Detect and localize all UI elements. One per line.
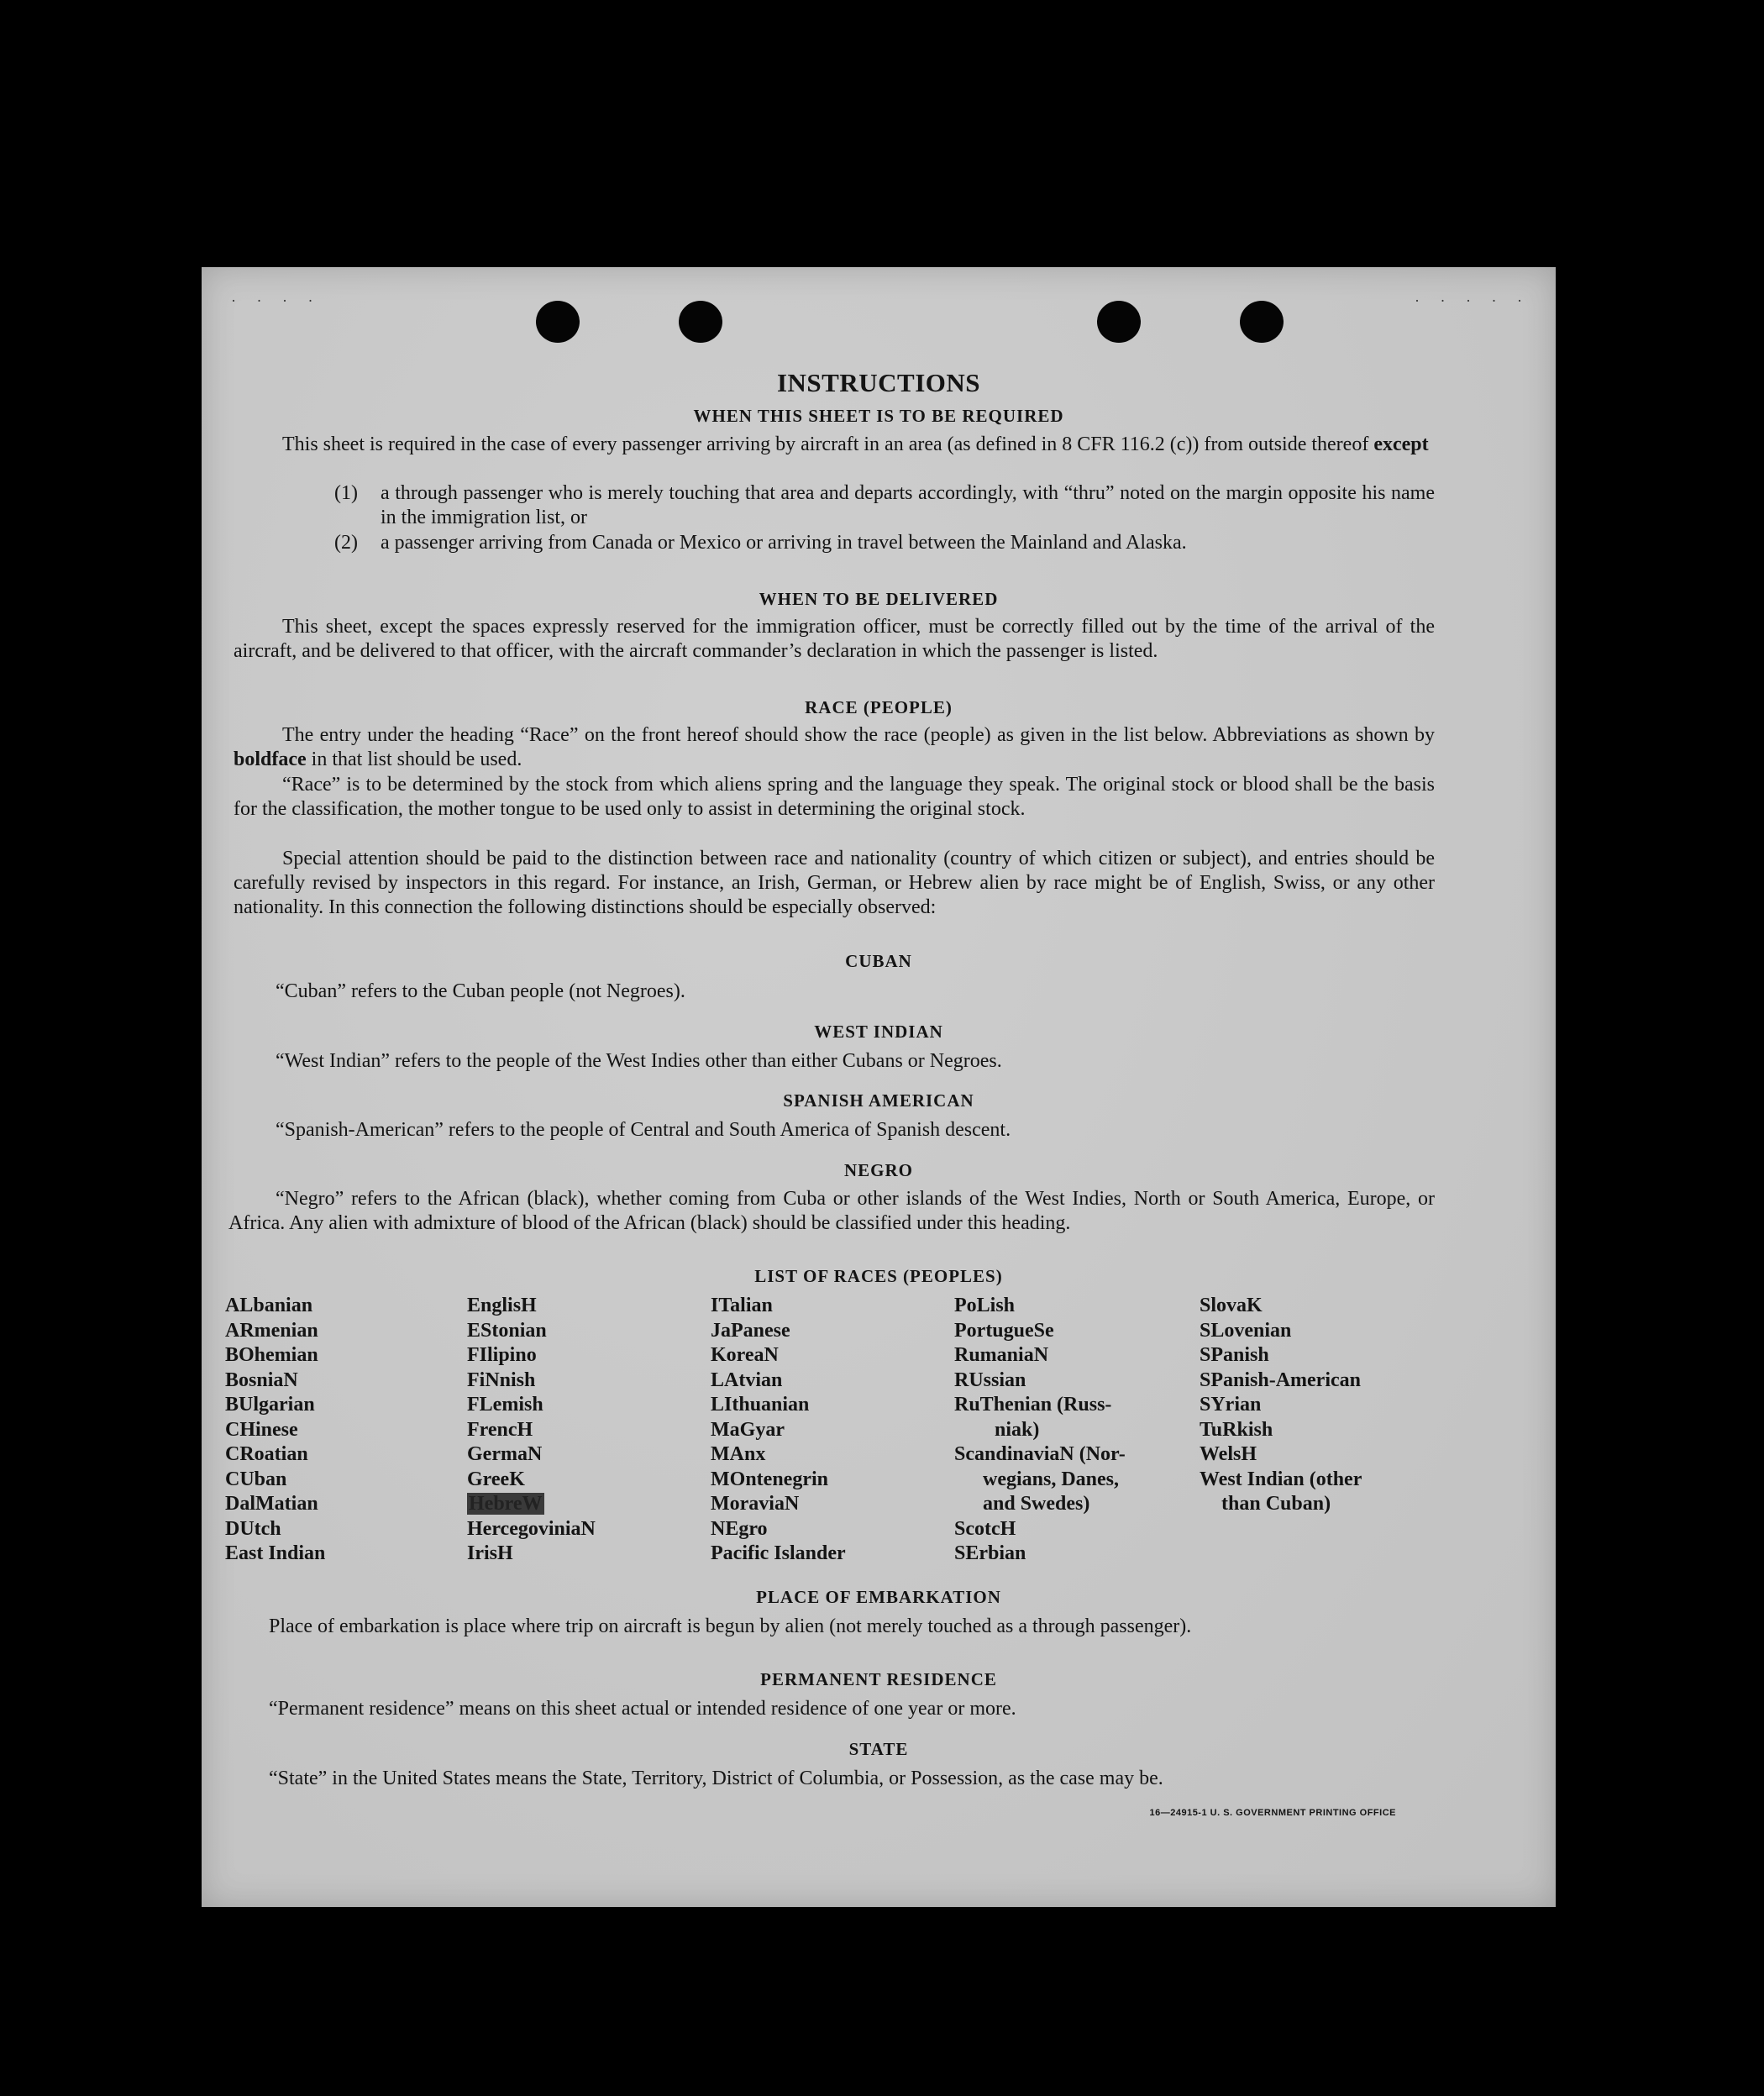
heading-west-indian: WEST INDIAN (814, 1022, 943, 1042)
item2-text: a passenger arriving from Canada or Mexico or arriving in travel between the Mainland and Alaska. (381, 532, 1187, 554)
race-item: FLemish (467, 1394, 543, 1416)
race-item: MoraviaN (711, 1493, 800, 1515)
race-item: SYrian (1200, 1394, 1262, 1416)
race-item: LIthuanian (711, 1394, 810, 1416)
race-item: ARmenian (225, 1319, 318, 1342)
races-column-5 (1200, 1294, 1362, 1517)
race-item: SErbian (954, 1542, 1026, 1564)
race-item: GermaN (467, 1443, 543, 1465)
races-column-4 (954, 1294, 1126, 1567)
race-item-hebrew-text: HebreW (469, 1493, 543, 1515)
heading-spanish-american: SPANISH AMERICAN (783, 1090, 974, 1111)
heading-permanent-residence: PERMANENT RESIDENCE (760, 1669, 997, 1689)
para-permanent-residence: “Permanent residence” means on this sheet actual or intended residence of one year or more. (269, 1698, 1016, 1720)
race-item: MOntenegrin (711, 1468, 828, 1490)
race-item: IrisH (467, 1542, 513, 1564)
race-item: SlovaK (1200, 1295, 1263, 1316)
race-item: ScandinaviaN (Nor- (954, 1443, 1126, 1465)
race-item: BosniaN (225, 1368, 298, 1391)
race-item: BUlgarian (225, 1394, 315, 1416)
race-item: RumaniaN (954, 1344, 1049, 1366)
race-item: DalMatian (225, 1493, 318, 1515)
race-item: and Swedes) (983, 1493, 1090, 1515)
heading-cuban: CUBAN (845, 951, 912, 971)
heading-state: STATE (848, 1739, 909, 1759)
race-item: CRoatian (225, 1443, 308, 1465)
heading-negro: NEGRO (843, 1160, 913, 1180)
race-item: PortugueSe (954, 1319, 1054, 1342)
para-when-required: This sheet is required in the case of every passenger arriving by aircraft in an area (as defined in 8 CFR 116.2 (c)) from outside thereof except (282, 433, 1429, 455)
race-item: FrencH (467, 1418, 533, 1441)
race-item: GreeK (467, 1468, 525, 1490)
race-item: ScotcH (954, 1517, 1016, 1540)
heading-when-delivered: WHEN TO BE DELIVERED (759, 589, 999, 609)
race-item: MAnx (711, 1443, 766, 1465)
race-item: West Indian (other (1200, 1468, 1362, 1490)
races-column-3 (711, 1294, 846, 1567)
race-item: East Indian (225, 1542, 326, 1564)
paper-specks-right: · · · · · (1415, 292, 1530, 309)
heading-list-of-races: LIST OF RACES (PEOPLES) (754, 1266, 1003, 1286)
race-item: FiNnish (467, 1368, 536, 1391)
race-item: wegians, Danes, (983, 1468, 1120, 1490)
race-item: EStonian (467, 1319, 547, 1342)
race-item: CHinese (225, 1418, 298, 1441)
heading-embarkation: PLACE OF EMBARKATION (756, 1587, 1001, 1607)
punch-hole-3 (1097, 301, 1141, 343)
race-item: Pacific Islander (711, 1542, 846, 1564)
race-item: MaGyar (711, 1418, 785, 1441)
race-item: SLovenian (1200, 1319, 1292, 1342)
races-column-2 (467, 1294, 596, 1567)
race-item: CUban (225, 1468, 287, 1490)
item1-text: a through passenger who is merely touching that area and departs accordingly, with “thru” noted on the margin opposite his name in the immigration list, or (381, 482, 1435, 528)
race-item: SPanish (1200, 1344, 1269, 1366)
race-item: EnglisH (467, 1295, 537, 1316)
heading-when-required: WHEN THIS SHEET IS TO BE REQUIRED (693, 406, 1064, 426)
item1-number: (1) (334, 482, 358, 504)
item2-number: (2) (334, 532, 358, 554)
race-item: JaPanese (711, 1319, 790, 1342)
race-item: PoLish (954, 1295, 1016, 1316)
race-item: NEgro (711, 1517, 768, 1540)
heading-race: RACE (PEOPLE) (805, 697, 953, 717)
race-item: WelsH (1200, 1443, 1257, 1465)
races-column-1 (225, 1294, 325, 1567)
race-item: SPanish-American (1200, 1368, 1361, 1391)
race-item: TuRkish (1200, 1418, 1273, 1441)
document-sheet (202, 267, 1556, 1907)
para-embarkation: Place of embarkation is place where trip on aircraft is begun by alien (not merely touched as a through passenger). (269, 1615, 1192, 1637)
para-state: “State” in the United States means the State, Territory, District of Columbia, or Possession, as the case may be. (269, 1768, 1163, 1789)
race-item: ITalian (711, 1295, 773, 1316)
race-item: FIlipino (467, 1344, 537, 1366)
para-cuban: “Cuban” refers to the Cuban people (not Negroes). (276, 980, 685, 1002)
paper-specks-left: · · · · (231, 292, 322, 309)
para-race-3: Special attention should be paid to the distinction between race and nationality (country of which citizen or subject), and entries should be carefully revised by inspectors in this regard. For instance, an Irish, German, or Hebrew alien by race might be of English, Swiss, or any other nationality. In this connection the following distinctions should be especially observed: (234, 848, 1435, 918)
para-race-2: “Race” is to be determined by the stock from which aliens spring and the language they speak. The original stock or blood shall be the basis for the classification, the mother tongue to be used only to assist in determining the original stock. (234, 774, 1435, 820)
race-item: HercegoviniaN (467, 1517, 596, 1540)
punch-hole-4 (1240, 301, 1284, 343)
race-item: KoreaN (711, 1344, 779, 1366)
race-item: than Cuban) (1221, 1493, 1331, 1515)
race-item: DUtch (225, 1517, 281, 1540)
para-when-delivered: This sheet, except the spaces expressly reserved for the immigration officer, must be correctly filled out by the time of the arrival of the aircraft, and be delivered to that officer, with the aircraft commander’s declaration in which the passenger is listed. (234, 616, 1435, 662)
race-item: niak) (995, 1418, 1040, 1441)
punch-hole-1 (536, 301, 580, 343)
punch-hole-2 (679, 301, 722, 343)
race-item: LAtvian (711, 1368, 783, 1391)
race-item-hebrew (467, 1492, 596, 1517)
race-item: RuThenian (Russ- (954, 1394, 1112, 1416)
para-negro: “Negro” refers to the African (black), whether coming from Cuba or other islands of the West Indies, North or South America, Europe, or Africa. Any alien with admixture of blood of the African (black) should be classified under this heading. (228, 1188, 1435, 1234)
para-west-indian: “West Indian” refers to the people of the West Indies other than either Cubans or Negroes. (276, 1050, 1002, 1072)
race-item: RUssian (954, 1368, 1026, 1391)
printing-office-imprint: 16—24915-1 U. S. GOVERNMENT PRINTING OFFICE (1149, 1808, 1396, 1818)
race-item: BOhemian (225, 1344, 318, 1366)
page-title: INSTRUCTIONS (776, 368, 980, 397)
para-race-1: The entry under the heading “Race” on the front hereof should show the race (people) as given in the list below. Abbreviations as shown by boldface in that list should be used. (234, 724, 1435, 770)
para-spanish-american: “Spanish-American” refers to the people of Central and South America of Spanish descent. (276, 1119, 1011, 1141)
race-item: ALbanian (225, 1295, 313, 1316)
